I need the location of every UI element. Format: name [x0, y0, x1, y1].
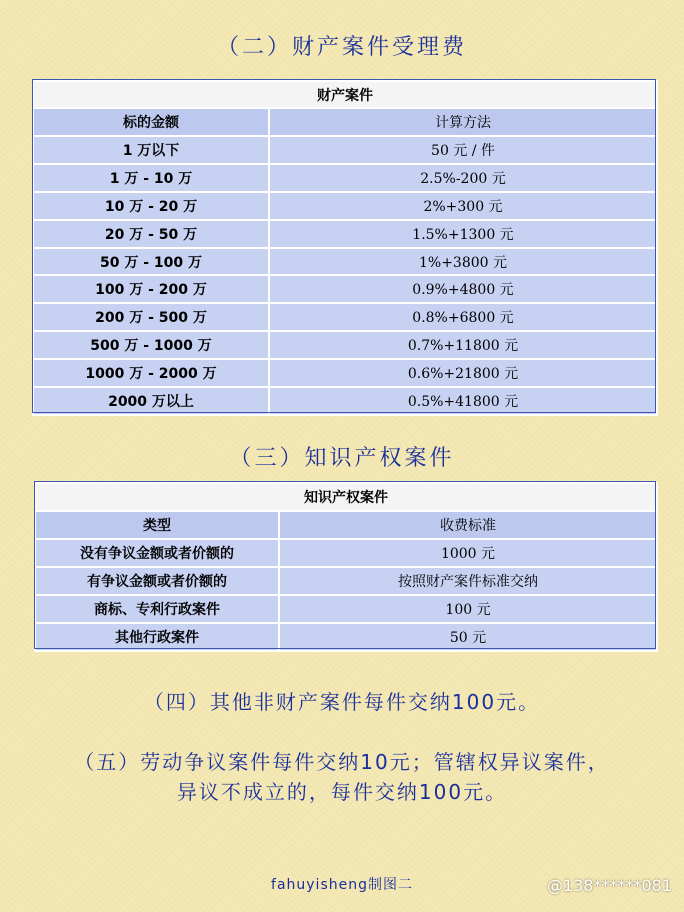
row-label: 2000 万以上: [33, 387, 269, 415]
table-row: [33, 248, 657, 276]
row-value: 1000 元: [279, 539, 657, 567]
ip-case-table: [34, 482, 658, 652]
row-value: 0.6%+21800 元: [269, 359, 657, 387]
table-caption-row: [35, 483, 657, 511]
row-label: 1 万 - 10 万: [33, 164, 269, 192]
row-value: 50 元 / 件: [269, 136, 657, 164]
column-header-amount: 标的金额: [33, 108, 269, 136]
column-header-type: 类型: [35, 511, 279, 539]
row-value: 100 元: [279, 595, 657, 623]
section3-heading: （三）知识产权案件: [229, 446, 455, 471]
section5-line1: （五）劳动争议案件每件交纳10元；管辖权异议案件，: [74, 750, 610, 774]
table-row: [33, 359, 657, 387]
row-value: 0.5%+41800 元: [269, 387, 657, 415]
row-value: 2.5%-200 元: [269, 164, 657, 192]
row-label: 商标、专利行政案件: [35, 595, 279, 623]
row-value: 按照财产案件标准交纳: [279, 567, 657, 595]
column-header-fee: 收费标准: [279, 511, 657, 539]
table-row: [35, 623, 657, 651]
table-title: 知识产权案件: [35, 483, 657, 511]
row-label: 有争议金额或者价额的: [35, 567, 279, 595]
table-title: 财产案件: [33, 81, 657, 108]
table-header-row: [33, 108, 657, 136]
row-label: 100 万 - 200 万: [33, 275, 269, 303]
table-row: [33, 387, 657, 415]
row-label: 200 万 - 500 万: [33, 303, 269, 331]
watermark: @138******081: [546, 876, 672, 895]
row-label: 1 万以下: [33, 136, 269, 164]
row-label: 其他行政案件: [35, 623, 279, 651]
table-row: [33, 275, 657, 303]
section4-text: （四）其他非财产案件每件交纳100元。: [143, 690, 541, 714]
row-value: 1%+3800 元: [269, 248, 657, 276]
row-label: 500 万 - 1000 万: [33, 331, 269, 359]
row-label: 10 万 - 20 万: [33, 192, 269, 220]
row-value: 50 元: [279, 623, 657, 651]
column-header-method: 计算方法: [269, 108, 657, 136]
row-value: 0.8%+6800 元: [269, 303, 657, 331]
row-label: 50 万 - 100 万: [33, 248, 269, 276]
section2-heading: （二）财产案件受理费: [216, 35, 467, 60]
row-value: 0.9%+4800 元: [269, 275, 657, 303]
row-label: 没有争议金额或者价额的: [35, 539, 279, 567]
table-row: [33, 331, 657, 359]
table-header-row: [35, 511, 657, 539]
row-value: 2%+300 元: [269, 192, 657, 220]
table-row: [33, 136, 657, 164]
table-row: [35, 567, 657, 595]
property-case-table: [32, 80, 658, 416]
row-value: 1.5%+1300 元: [269, 220, 657, 248]
section5-line2: 异议不成立的，每件交纳100元。: [176, 780, 508, 804]
row-label: 1000 万 - 2000 万: [33, 359, 269, 387]
table-row: [33, 164, 657, 192]
table-row: [33, 303, 657, 331]
row-label: 20 万 - 50 万: [33, 220, 269, 248]
table-row: [35, 539, 657, 567]
table-caption-row: [33, 81, 657, 108]
table-row: [33, 220, 657, 248]
table-row: [35, 595, 657, 623]
footer-credit: fahuyisheng制图二: [271, 877, 413, 893]
table-row: [33, 192, 657, 220]
row-value: 0.7%+11800 元: [269, 331, 657, 359]
